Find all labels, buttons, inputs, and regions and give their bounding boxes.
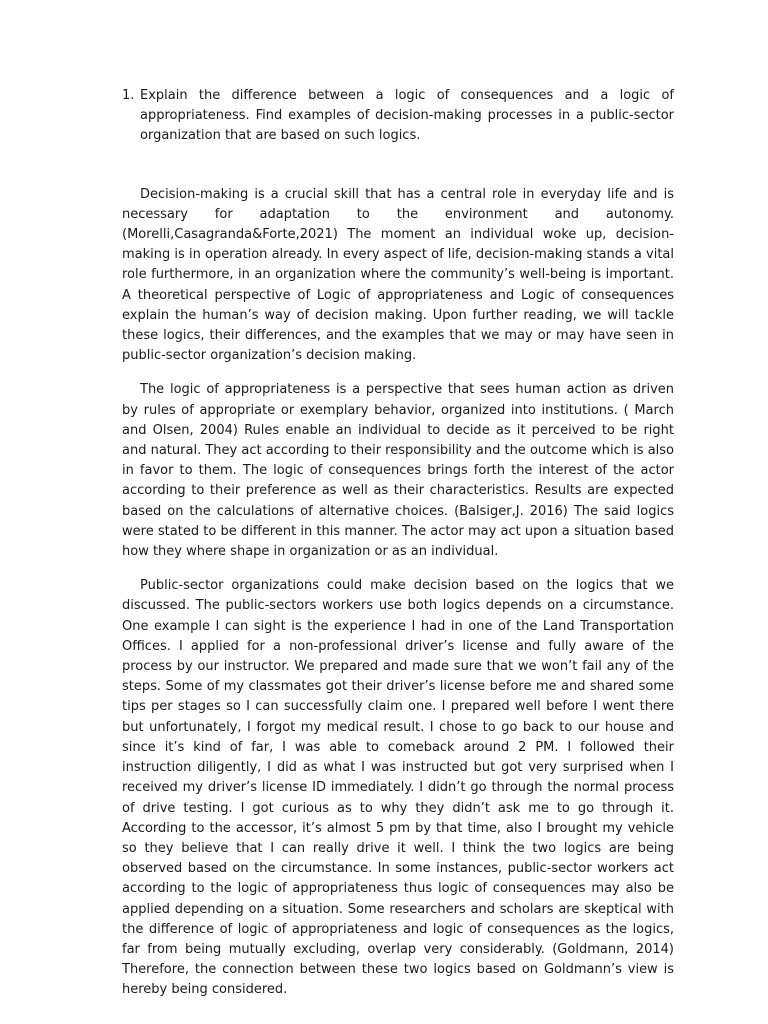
question-text: Explain the difference between a logic of consequences and a logic of appropriateness. Find examples of decision-making processes in a public-sector organization that are based on such logics.	[140, 88, 674, 144]
document-page	[122, 86, 674, 1015]
question-item	[122, 86, 674, 147]
paragraph-example: Public-sector organizations could make decision based on the logics that we discussed. The public-sectors workers use both logics depends on a circumstance. One example I can sight is the experience I had in one of the Land Transportation Offices. I applied for a non-professional driver’s license and fully aware of the process by our instructor. We prepared and made sure that we won’t fail any of the steps. Some of my classmates got their driver’s license before me and shared some tips per stages so I can successfully claim one. I prepared well before I went there but unfortunately, I forgot my medical result. I chose to go back to our house and since it’s kind of far, I was able to comeback around 2 PM. I followed their instruction diligently, I did as what I was instructed but got very surprised when I received my driver’s license ID immediately. I didn’t go through the normal process of drive testing. I got curious as to why they didn’t ask me to go through it. According to the accessor, it’s almost 5 pm by that time, also I brought my vehicle so they believe that I can really drive it well. I think the two logics are being observed based on the circumstance. In some instances, public-sector workers act according to the logic of appropriateness thus logic of consequences may also be applied depending on a situation. Some researchers and scholars are skeptical with the difference of logic of appropriateness and logic of consequences as the logics, far from being mutually excluding, overlap very considerably. (Goldmann, 2014) Therefore, the connection between these two logics based on Goldmann’s view is hereby being considered.	[122, 578, 674, 998]
paragraph-logics: The logic of appropriateness is a perspective that sees human action as driven by rules of appropriate or exemplary behavior, organized into institutions. ( March and Olsen, 2004) Rules enable an individual to decide as it perceived to be right and natural. They act according to their responsibility and the outcome which is also in favor to them. The logic of consequences brings forth the interest of the actor according to their preference as well as their characteristics. Results are expected based on the calculations of alternative choices. (Balsiger,J. 2016) The said logics were stated to be different in this manner. The actor may act upon a situation based how they where shape in organization or as an individual.	[122, 382, 674, 560]
question-number: 1.	[122, 88, 135, 103]
paragraph-intro: Decision-making is a crucial skill that has a central role in everyday life and is necessary for adaptation to the environment and autonomy. (Morelli,Casagranda&Forte,2021) The moment an individual woke up, decision-making is in operation already. In every aspect of life, decision-making stands a vital role furthermore, in an organization where the community’s well-being is important. A theoretical perspective of Logic of appropriateness and Logic of consequences explain the human’s way of decision making. Upon further reading, we will tackle these logics, their differences, and the examples that we may or may have seen in public-sector organization’s decision making.	[122, 186, 674, 364]
